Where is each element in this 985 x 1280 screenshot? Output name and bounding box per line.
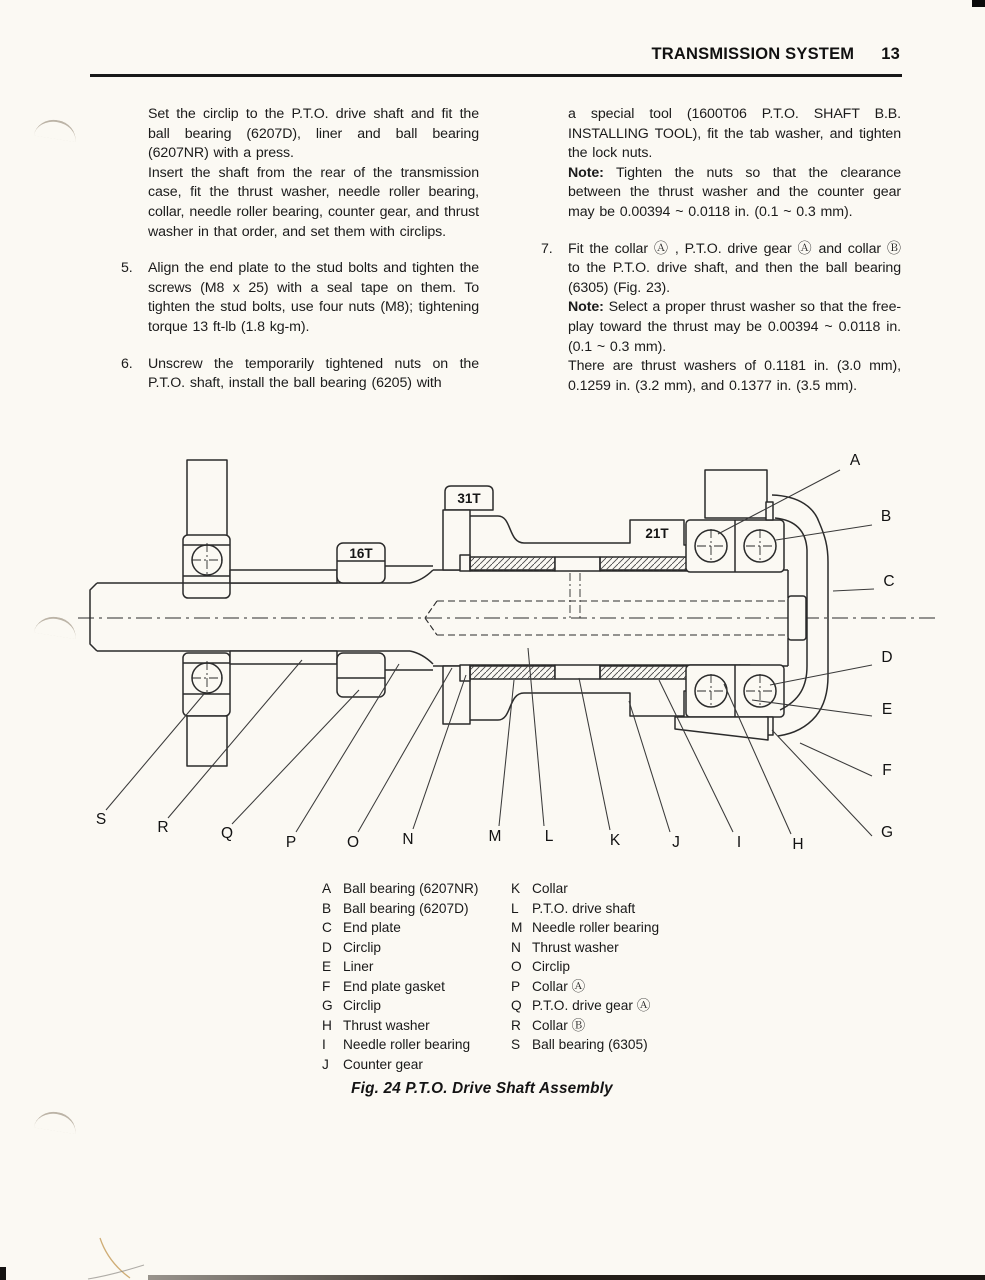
legend-row-L (511, 899, 659, 919)
figure-caption: Fig. 24 P.T.O. Drive Shaft Assembly (351, 1080, 613, 1097)
leader-line-C (833, 589, 874, 591)
legend-name: Needle roller bearing (532, 920, 660, 935)
legend-row-R (511, 1016, 659, 1036)
legend-name: Circlip (532, 959, 571, 974)
legend-name: Circlip (343, 998, 382, 1013)
collar-b-top (230, 570, 337, 583)
legend-row-E (322, 957, 478, 977)
part-letter-H: H (792, 836, 804, 853)
leader-line-N (413, 675, 466, 829)
legend-name: Thrust washer (532, 939, 619, 955)
paragraph-right-4: There are thrust washers of 0.1181 in. (3.0 mm), 0.1259 in. (3.2 mm), and 0.1377 in. (3.5 mm). (568, 358, 901, 394)
legend-key: A (322, 881, 332, 896)
shaft-right-end-cap (788, 596, 806, 640)
part-letter-R: R (157, 819, 169, 836)
list-item-5: 5. Align the end plate to the stud bolts and tighten the screws (M8 x 25) with a seal tape on them. To tighten the stud bolts, use four nuts (M8); tightening torque 13 ft-lb (1.8 kg-m). (121, 260, 479, 335)
legend-key: R (511, 1017, 521, 1033)
legend-name: Liner (343, 959, 374, 974)
legend-row-D (322, 938, 478, 958)
needle-roller-bearing-left-bottom (470, 665, 555, 679)
case-wall-left-bottom (187, 716, 227, 766)
leader-line-K (579, 678, 610, 830)
part-letter-Q: Q (220, 825, 234, 842)
legend-name: Ball bearing (6207NR) (343, 881, 479, 896)
text-column-right (541, 105, 901, 396)
list-number: 6. (121, 355, 133, 372)
legend-key: J (322, 1056, 329, 1072)
legend-row-N (511, 938, 659, 958)
drawing-linework (78, 460, 938, 766)
legend-key: D (322, 939, 332, 955)
punch-hole-arc-top (34, 117, 78, 142)
legend-name: P.T.O. drive gear Ⓐ (532, 998, 651, 1013)
legend-key: Q (511, 998, 522, 1013)
legend-row-K (511, 879, 659, 899)
legend-row-H (322, 1016, 478, 1036)
part-letter-E: E (881, 701, 893, 718)
legend-key: G (322, 998, 333, 1013)
collar-k-top (555, 557, 600, 571)
legend-row-B (322, 899, 478, 919)
collar-k-bottom (555, 665, 600, 679)
legend-row-O (511, 957, 659, 977)
part-letter-N: N (402, 831, 414, 848)
list-number: 7. (541, 240, 553, 257)
legend-row-Q (511, 996, 659, 1016)
part-letter-S: S (95, 811, 107, 828)
legend-name: P.T.O. drive shaft (532, 900, 636, 916)
legend-row-P (511, 977, 659, 997)
legend-name: Collar Ⓑ (532, 1017, 586, 1033)
page-number: 13 (881, 45, 900, 63)
end-plate-gasket (675, 717, 768, 740)
legend-row-A (322, 879, 478, 899)
parts-legend-column-1 (322, 879, 478, 1074)
part-letter-F: F (882, 762, 892, 779)
page-header (0, 45, 900, 64)
part-letter-A: A (849, 452, 861, 469)
legend-name: Ball bearing (6305) (532, 1037, 648, 1052)
legend-key: I (322, 1037, 326, 1052)
legend-key: E (322, 959, 332, 974)
legend-name: Needle roller bearing (343, 1037, 471, 1052)
legend-row-F (322, 977, 478, 997)
gear-tag-31t: 31T (457, 491, 481, 506)
legend-key: L (511, 900, 519, 916)
part-letter-C: C (883, 573, 895, 590)
leader-line-D (770, 665, 872, 685)
header-rule (90, 74, 902, 77)
part-letter-M: M (488, 828, 502, 845)
legend-key: O (511, 959, 522, 974)
legend-row-I (322, 1035, 478, 1055)
legend-row-J (322, 1055, 478, 1075)
shaft-left-end (90, 583, 97, 651)
needle-roller-bearing-left-top (470, 557, 555, 571)
section-title: TRANSMISSION SYSTEM (651, 45, 855, 63)
counter-gear-bottom-profile (470, 691, 688, 720)
case-wall-left-top (187, 460, 227, 536)
case-wall-right-top (705, 470, 767, 518)
legend-key: C (322, 920, 332, 935)
paragraph-right-1: Note: Tighten the nuts so that the clearance between the thrust washer and the counter gear may be 0.00394 ~ 0.0118 in. (0.1 ~ 0.3 mm). (568, 164, 901, 220)
legend-row-S (511, 1035, 659, 1055)
leader-line-Q (232, 690, 359, 824)
part-letter-O: O (346, 834, 360, 851)
legend-name: End plate gasket (343, 978, 445, 994)
legend-name: Collar (532, 881, 568, 896)
leader-line-B (776, 525, 872, 540)
legend-row-G (322, 996, 478, 1016)
gear-tag-16t: 16T (349, 546, 373, 561)
legend-key: N (511, 939, 521, 955)
part-letter-P: P (285, 834, 297, 851)
part-letter-J: J (672, 834, 680, 851)
legend-name: End plate (343, 920, 401, 935)
legend-name: Thrust washer (343, 1017, 430, 1033)
punch-hole-arc-bottom (34, 1109, 78, 1134)
legend-row-C (322, 918, 478, 938)
legend-key: P (511, 978, 521, 994)
legend-key: M (511, 920, 523, 935)
gear-16t-bottom (337, 653, 385, 697)
thrust-washer-left-top (460, 555, 470, 571)
leader-line-M (499, 680, 514, 826)
legend-name: Counter gear (343, 1056, 423, 1072)
legend-key: K (511, 881, 521, 896)
paragraph-right-0: a special tool (1600T06 P.T.O. SHAFT B.B. INSTALLING TOOL), fit the tab washer, and tighten the lock nuts. (568, 106, 901, 162)
list-number: 5. (121, 260, 133, 277)
legend-name: Ball bearing (6207D) (343, 900, 469, 916)
legend-key: F (322, 978, 331, 994)
paragraph-left-0: Set the circlip to the P.T.O. drive shaft and fit the ball bearing (6207D), liner and ball bearing (6207NR) with a press. (148, 106, 479, 162)
page-curl-lines (78, 1234, 178, 1280)
list-item-7: 7. Fit the collar Ⓐ , P.T.O. drive gear Ⓐ and collar Ⓑ to the P.T.O. drive shaft, and then the ball bearing (6305) (Fig. 23). (541, 240, 901, 296)
pto-drive-shaft-assembly-drawing (0, 438, 985, 873)
legend-key: B (322, 900, 332, 916)
legend-key: H (322, 1017, 332, 1033)
list-item-6: 6. Unscrew the temporarily tightened nuts on the P.T.O. shaft, install the ball bearing (6205) with (121, 355, 479, 392)
paragraph-left-1: Insert the shaft from the rear of the transmission case, fit the thrust washer, needle roller bearing, collar, needle roller bearing, counter gear, and thrust washer in that order, and set them with circlips. (148, 164, 479, 240)
paragraph-right-3: Note: Select a proper thrust washer so that the free-play toward the thrust may be 0.00394 ~ 0.0118 in. (0.1 ~ 0.3 mm). (568, 299, 901, 355)
legend-name: Collar Ⓐ (532, 978, 586, 994)
part-letter-L: L (544, 828, 554, 845)
scan-edge-shadow (148, 1275, 985, 1280)
leader-line-J (629, 701, 670, 832)
gear-tag-21t: 21T (645, 526, 669, 541)
leader-line-G (772, 730, 872, 836)
part-letter-D: D (881, 649, 893, 666)
collar-b-bottom (230, 651, 337, 664)
parts-legend-column-2 (511, 879, 659, 1055)
part-letter-I: I (736, 834, 742, 851)
part-letter-B: B (880, 508, 892, 525)
scan-corner-mark-bottom-left (0, 1267, 6, 1280)
part-letter-K: K (609, 832, 621, 849)
text-column-left (121, 105, 479, 394)
legend-name: Circlip (343, 939, 382, 955)
legend-key: S (511, 1037, 521, 1052)
legend-row-M (511, 918, 659, 938)
scan-corner-mark-top-right (972, 0, 985, 7)
circlip-right-top (766, 502, 773, 520)
part-letter-G: G (880, 824, 894, 841)
